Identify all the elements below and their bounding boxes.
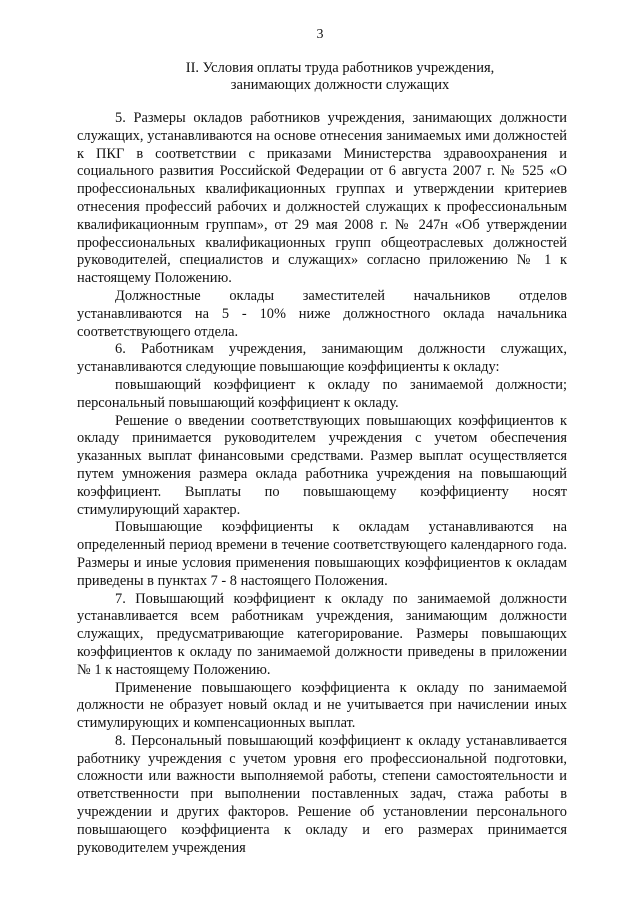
paragraph-coefficient-application: Применение повышающего коэффициента к окладу по занимаемой должности не образует новый оклад и не учитывается при начислении иных стимулирующих и компенсационных выплат. [77, 679, 567, 732]
paragraph-deputy-salaries: Должностные оклады заместителей начальников отделов устанавливаются на 5 - 10% ниже должностного оклада начальника соответствующего отдела. [77, 287, 567, 340]
paragraph-coefficient-decision: Решение о введении соответствующих повышающих коэффициентов к окладу принимается руководителем учреждения с учетом обеспечения указанных выплат финансовыми средствами. Размер выплат осуществляется путем умножения размера оклада работника учреждения на повышающий коэффициент. Выплаты по повышающему коэффициенту носят стимулирующий характер. [77, 412, 567, 518]
paragraph-8-personal-coefficient: 8. Персональный повышающий коэффициент к окладу устанавливается работнику учреждения с учетом уровня его профессиональной подготовки, сложности или важности выполняемой работы, степени самостоятельности и ответственности при выполнении поставленных задач, стажа работы в учреждении и других факторов. Решение об установлении персонального повышающего коэффициента к окладу и его размерах принимается руководителем учреждения [77, 732, 567, 856]
paragraph-coefficient-period: Повышающие коэффициенты к окладам устанавливаются на определенный период времени в течение соответствующего календарного года. Размеры и иные условия применения повышающих коэффициентов к окладам приведены в пунктах 7 - 8 настоящего Положения. [77, 519, 567, 589]
section-title-line-2: занимающих должности служащих [230, 76, 450, 93]
paragraph-coefficient-list: повышающий коэффициент к окладу по занимаемой должности; персональный повышающий коэффициент к окладу. [77, 376, 567, 411]
section-title-line-1: II. Условия оплаты труда работников учреждения, [185, 60, 495, 76]
paragraph-5-salary-sizes: 5. Размеры окладов работников учреждения, занимающих должности служащих, устанавливаются на основе отнесения занимаемых ими должностей к ПКГ в соответствии с приказами Министерства здравоохранения и социального развития Российской Федерации от 6 августа 2007 г. № 525 «О профессиональных квалификационных группах и утверждении критериев отнесения профессий рабочих и должностей служащих к профессиональным квалификационным группам», от 29 мая 2008 г. № 247н «Об утверждении профессиональных квалификационных групп общеотраслевых должностей руководителей, специалистов и служащих» согласно приложению № 1 к настоящему Положению. [77, 110, 567, 287]
page-number: 3 [316, 27, 324, 42]
section-heading [90, 60, 590, 93]
document-body [77, 110, 567, 857]
paragraph-6-coefficients: 6. Работникам учреждения, занимающим должности служащих, устанавливаются следующие повышающие коэффициенты к окладу: [77, 341, 567, 376]
paragraph-7-position-coefficient: 7. Повышающий коэффициент к окладу по занимаемой должности устанавливается всем работникам учреждения, занимающим должности служащих, предусматривающие категорирование. Размеры повышающих коэффициентов к окладу по занимаемой должности приведены в приложении № 1 к настоящему Положению. [77, 590, 567, 678]
